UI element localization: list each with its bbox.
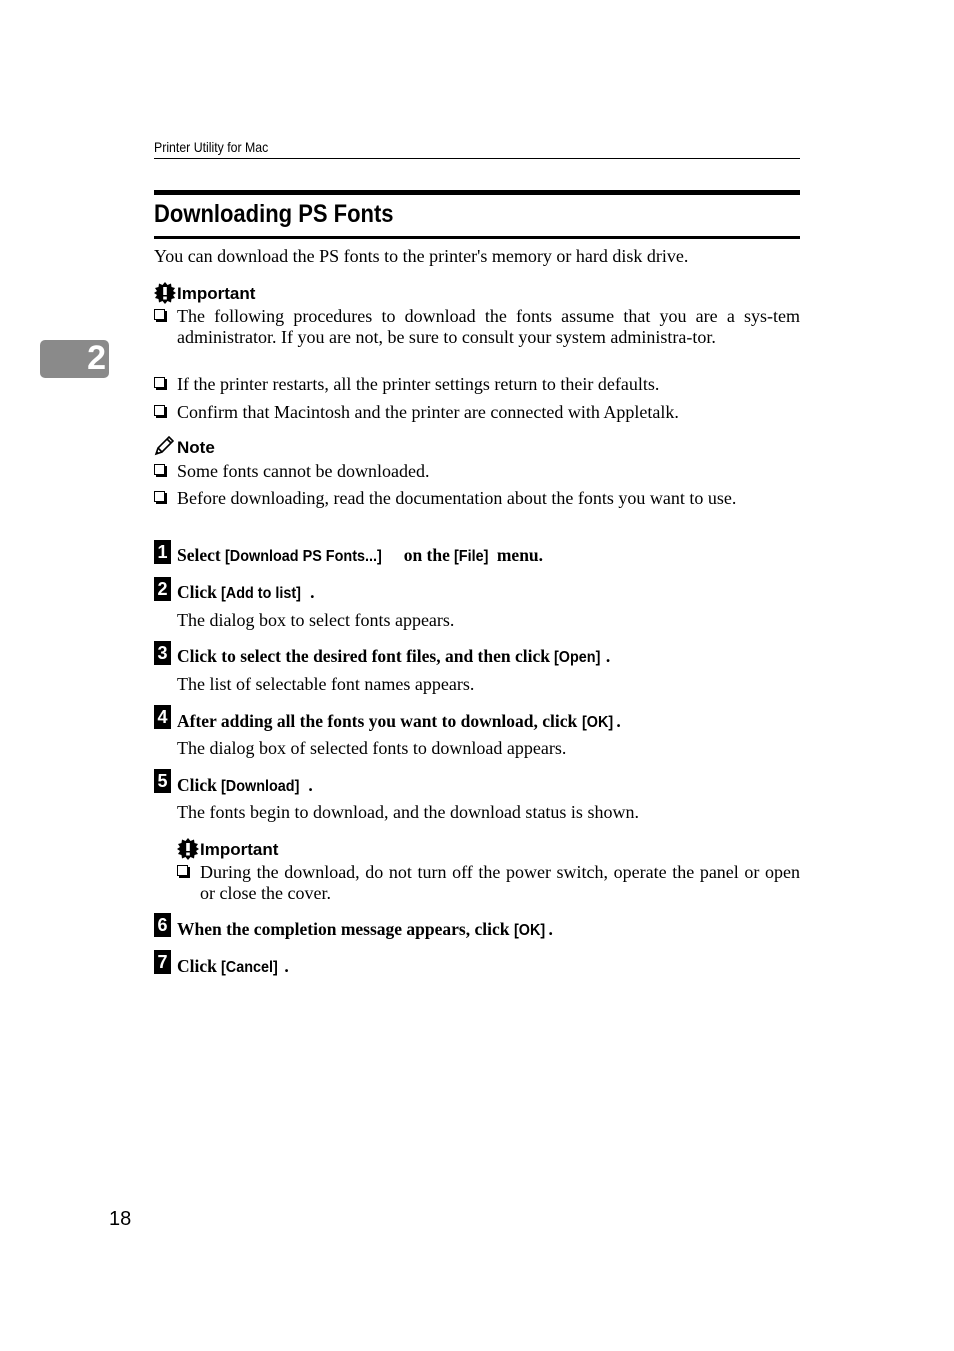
important-heading — [154, 282, 354, 306]
step-number: 4 — [154, 705, 171, 729]
title-rule-bottom — [154, 236, 800, 239]
section-title: Downloading PS Fonts — [154, 200, 394, 228]
step-number: 6 — [154, 913, 171, 937]
step-instruction: Select [Download PS Fonts...] on the [File] menu. — [177, 545, 544, 565]
menu-name: [File] — [454, 548, 489, 565]
important-item: If the printer restarts, all the printer settings return to their defaults. — [154, 374, 800, 395]
intro-paragraph: You can download the PS fonts to the printer's memory or hard disk drive. — [154, 246, 689, 266]
step-result: The dialog box to select fonts appears. — [177, 610, 455, 630]
checkbox-bullet-icon — [154, 491, 165, 502]
step-number: 3 — [154, 641, 171, 665]
running-header: Printer Utility for Mac — [154, 139, 269, 155]
step-number: 2 — [154, 577, 171, 601]
checkbox-bullet-icon — [154, 309, 165, 320]
button-reference: [Add to list] — [221, 585, 302, 602]
button-reference: [OK] — [513, 922, 546, 939]
button-reference: [Cancel] — [221, 959, 279, 976]
button-reference: [Open] — [554, 649, 601, 666]
checkbox-bullet-icon — [154, 464, 165, 475]
step-number: 1 — [154, 540, 171, 564]
step-instruction: When the completion message appears, click [OK] . — [177, 919, 553, 939]
step-instruction: Click [Add to list] . — [177, 582, 315, 602]
step-instruction: Click to select the desired font files, and then click [Open] . — [177, 646, 611, 666]
important-label: Important — [177, 284, 256, 303]
title-rule-top — [154, 190, 800, 195]
step-result: The list of selectable font names appears. — [177, 674, 475, 694]
note-item: Some fonts cannot be downloaded. — [154, 461, 800, 482]
chapter-number: 2 — [87, 339, 106, 377]
step-number: 5 — [154, 769, 171, 793]
header-rule — [154, 158, 800, 159]
step-instruction: After adding all the fonts you want to download, click [OK] . — [177, 711, 621, 731]
note-heading — [154, 436, 354, 460]
checkbox-bullet-icon — [154, 377, 165, 388]
note-label: Note — [177, 438, 215, 457]
step-result: The fonts begin to download, and the download status is shown. — [177, 802, 639, 822]
important-heading — [177, 838, 377, 862]
important-item: Confirm that Macintosh and the printer are connected with Appletalk. — [154, 402, 800, 423]
important-icon — [154, 282, 176, 304]
page-number: 18 — [109, 1208, 132, 1230]
important-item: During the download, do not turn off the power switch, operate the panel or open or close the cover. — [177, 862, 800, 904]
checkbox-bullet-icon — [154, 405, 165, 416]
checkbox-bullet-icon — [177, 865, 188, 876]
button-reference: [OK] — [581, 714, 613, 731]
chapter-tab — [40, 340, 109, 378]
pencil-icon — [154, 436, 174, 456]
button-reference: [Download] — [221, 778, 300, 795]
important-label: Important — [200, 840, 279, 859]
important-icon — [177, 838, 199, 860]
step-instruction: Click [Cancel] . — [177, 956, 289, 976]
step-number: 7 — [154, 950, 171, 974]
step-result: The dialog box of selected fonts to download appears. — [177, 738, 567, 758]
important-item: The following procedures to download the fonts assume that you are a sys-tem administrator. If you are not, be sure to consult your system administra-tor. — [154, 306, 800, 369]
step-instruction: Click [Download] . — [177, 775, 313, 795]
menu-command: [Download PS Fonts...] — [225, 548, 382, 565]
note-item: Before downloading, read the documentation about the fonts you want to use. — [154, 488, 800, 530]
